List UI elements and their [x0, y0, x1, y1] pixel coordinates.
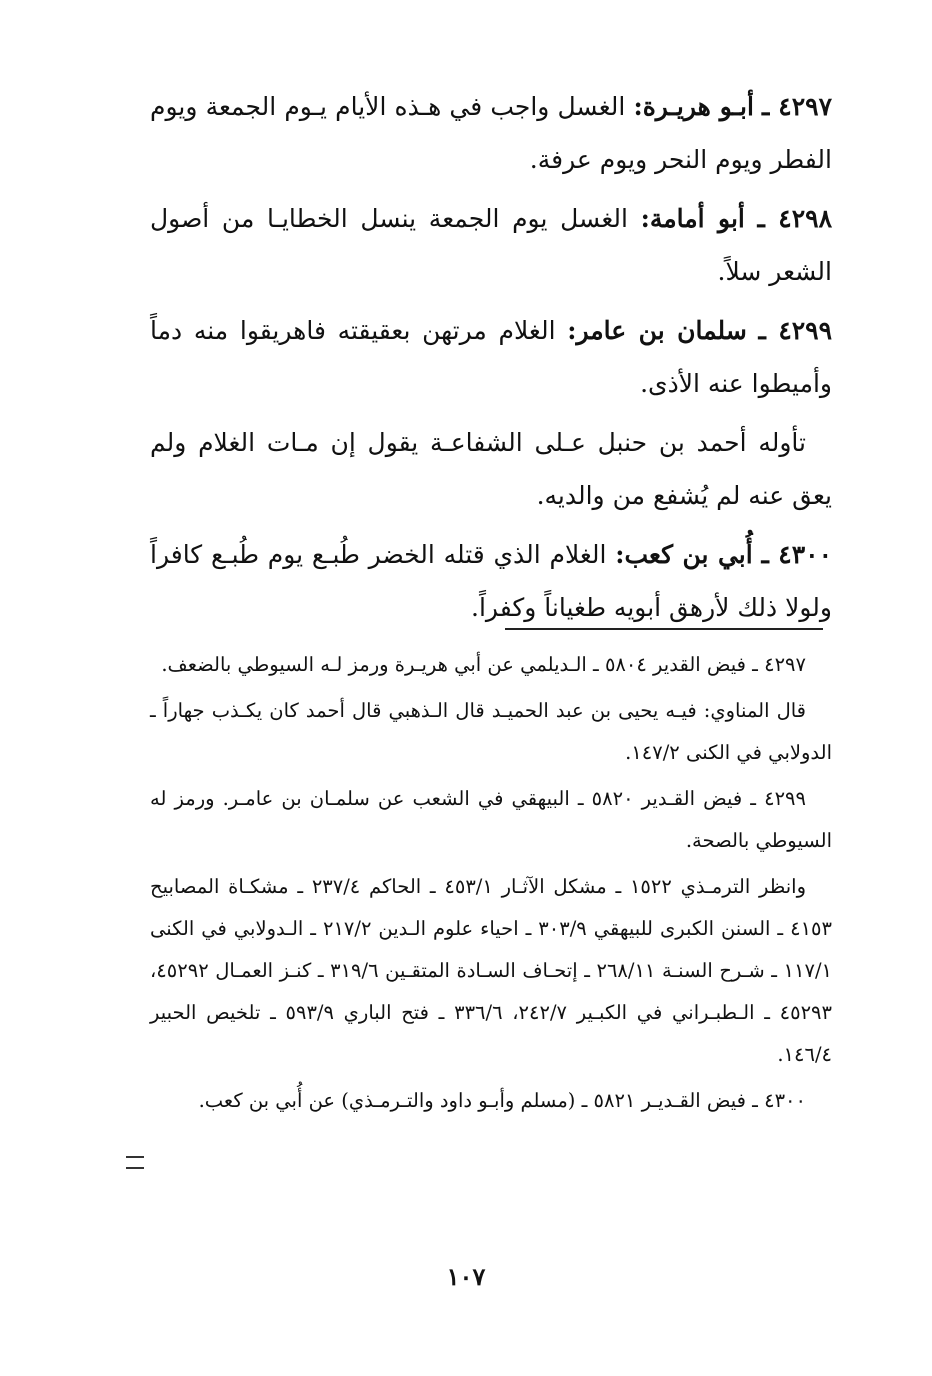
narrator-name: سلمان بن عامر: — [567, 316, 747, 345]
hadith-text: الغسل يوم الجمعة ينسل الخطايـا من أصول الشعر سلاً. — [150, 204, 832, 286]
page-number: ١٠٧ — [446, 1262, 486, 1291]
footnote-separator — [505, 628, 823, 630]
footnote-4297-cont: قال المناوي: فيـه يحيى بن عبد الحميـد قال الـذهبي قال أحمد كان يكـذب جهاراً ـ الدولابي في الكنى ١٤٧/٢. — [150, 699, 832, 764]
main-text — [150, 80, 832, 640]
hadith-entry-4298 — [150, 192, 832, 298]
narrator-name: أُبي بن كعب: — [615, 540, 753, 569]
hadith-entry-4297 — [150, 80, 832, 186]
hadith-text: الغسل واجب في هـذه الأيام يـوم الجمعة ويوم الفطر ويوم النحر ويوم عرفة. — [150, 92, 832, 174]
footnote-4297: ٤٢٩٧ ـ فيض القدير ٥٨٠٤ ـ الـديلمي عن أبي هريـرة ورمز لـه السيوطي بالضعف. — [161, 653, 806, 676]
entry-number: ٤٢٩٧ ـ — [762, 92, 832, 121]
commentary-paragraph: تأوله أحمد بن حنبل عـلى الشفاعـة يقول إن مـات الغلام ولم يعق عنه لم يُشفع من والديه. — [150, 428, 832, 510]
hadith-entry-4300 — [150, 528, 832, 634]
footnote-4299-refs: وانظر الترمـذي ١٥٢٢ ـ مشكل الآثـار ٤٥٣/١ ـ الحاكم ٢٣٧/٤ ـ مشكـاة المصابيح ٤١٥٣ ـ السنن الكبرى للبيهقي ٣٠٣/٩ ـ احياء علوم الـدين ٢١٧/٢ ـ الـدولابي في الكنى ١١٧/١ ـ شـرح السنـة ٢٦٨/١١ ـ إتحـاف السـادة المتقـين ٣١٩/٦ ـ كنـز العمـال ٤٥٢٩٢، ٤٥٢٩٣ ـ الـطبـراني في الكبـير ٢٤٢/٧، ٣٣٦/٦ ـ فتح الباري ٥٩٣/٩ ـ تلخيص الحبير ١٤٦/٤. — [150, 875, 833, 1066]
hadith-text: الغلام الذي قتله الخضر طُبـع يوم طُبـع كافراً ولولا ذلك لأرهق أبويه طغياناً وكفراً. — [150, 540, 832, 622]
footnote-4299: ٤٢٩٩ ـ فيض القـدير ٥٨٢٠ ـ البيهقي في الشعب عن سلمـان بن عامـر. ورمز له السيوطي بالصحة. — [150, 787, 832, 852]
hadith-text: الغلام مرتهن بعقيقته فاهريقوا منه دماً وأميطوا عنه الأذى. — [150, 316, 832, 398]
entry-number: ٤٣٠٠ ـ — [761, 540, 833, 569]
narrator-name: أبو أمامة: — [640, 204, 745, 233]
hadith-entry-4299 — [150, 304, 832, 410]
continuation-mark — [126, 1156, 144, 1169]
entry-number: ٤٢٩٩ ـ — [758, 316, 833, 345]
narrator-name: أبـو هريـرة: — [633, 92, 754, 121]
footnote-4300: ٤٣٠٠ ـ فيض القـديـر ٥٨٢١ ـ (مسلم وأبـو داود والتـرمـذي) عن أُبي بن كعب. — [198, 1089, 806, 1112]
entry-number: ٤٢٩٨ ـ — [757, 204, 832, 233]
footnotes — [150, 644, 832, 1126]
